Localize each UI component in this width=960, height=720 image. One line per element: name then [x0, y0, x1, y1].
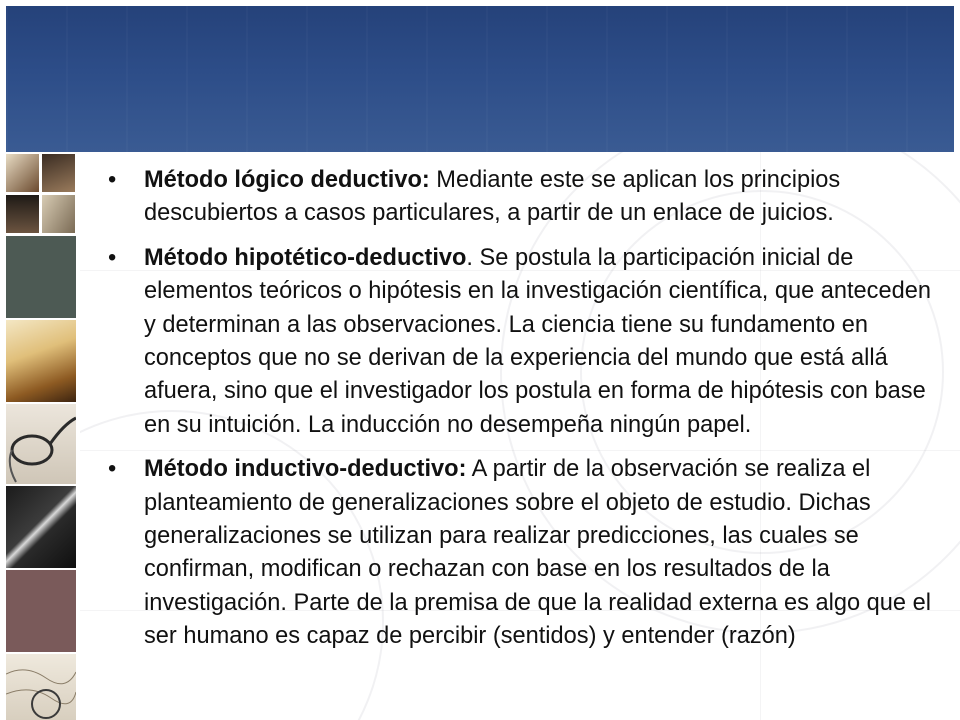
eyeglasses-image — [6, 404, 76, 484]
slide-body — [106, 164, 936, 665]
bullet-item — [106, 453, 936, 653]
pen-image — [6, 486, 76, 568]
mosaic-tile — [6, 154, 76, 234]
bullet-text: A partir de la observación se realiza el planteamiento de generalizaciones sobre el objeto de estudio. Dichas generalizaciones se utilizan para realizar predicciones, las cuales se confirman, modifican o rechazan con base en los resultados de la investigación. Parte de la premisa de que la realidad externa es algo que el ser humano es capaz de percibir (sentidos) y entender (razón) — [144, 456, 931, 650]
bullet-text: Mediante este se aplican los principios descubiertos a casos particulares, a partir de un enlace de juicios. — [144, 167, 841, 227]
bullet-text: . Se postula la participación inicial de elementos teóricos o hipótesis en la investigación científica, que anteceden y determinan a las observaciones. La ciencia tiene su fundamento en conceptos que no se derivan de la experiencia del mundo que está allá afuera, sino que el investigador los postula en forma de hipótesis con base en su intuición. La inducción no desempeña ningún papel. — [144, 244, 931, 438]
bullet-term: Método hipotético-deductivo — [144, 244, 467, 271]
bullet-glyph: • — [108, 167, 117, 193]
bullet-list — [106, 164, 936, 654]
bullet-term: Método lógico deductivo: — [144, 167, 430, 193]
decorative-image-strip — [6, 154, 78, 720]
mauve-tile — [6, 570, 76, 652]
bullet-glyph: • — [108, 244, 117, 271]
green-tile — [6, 236, 76, 318]
bullet-item — [106, 164, 936, 231]
open-book-image — [6, 320, 76, 402]
header-band — [6, 6, 954, 152]
bullet-glyph: • — [108, 456, 117, 483]
map-image — [6, 654, 76, 720]
bullet-term: Método inductivo-deductivo: — [144, 456, 467, 483]
bullet-item — [106, 242, 936, 442]
